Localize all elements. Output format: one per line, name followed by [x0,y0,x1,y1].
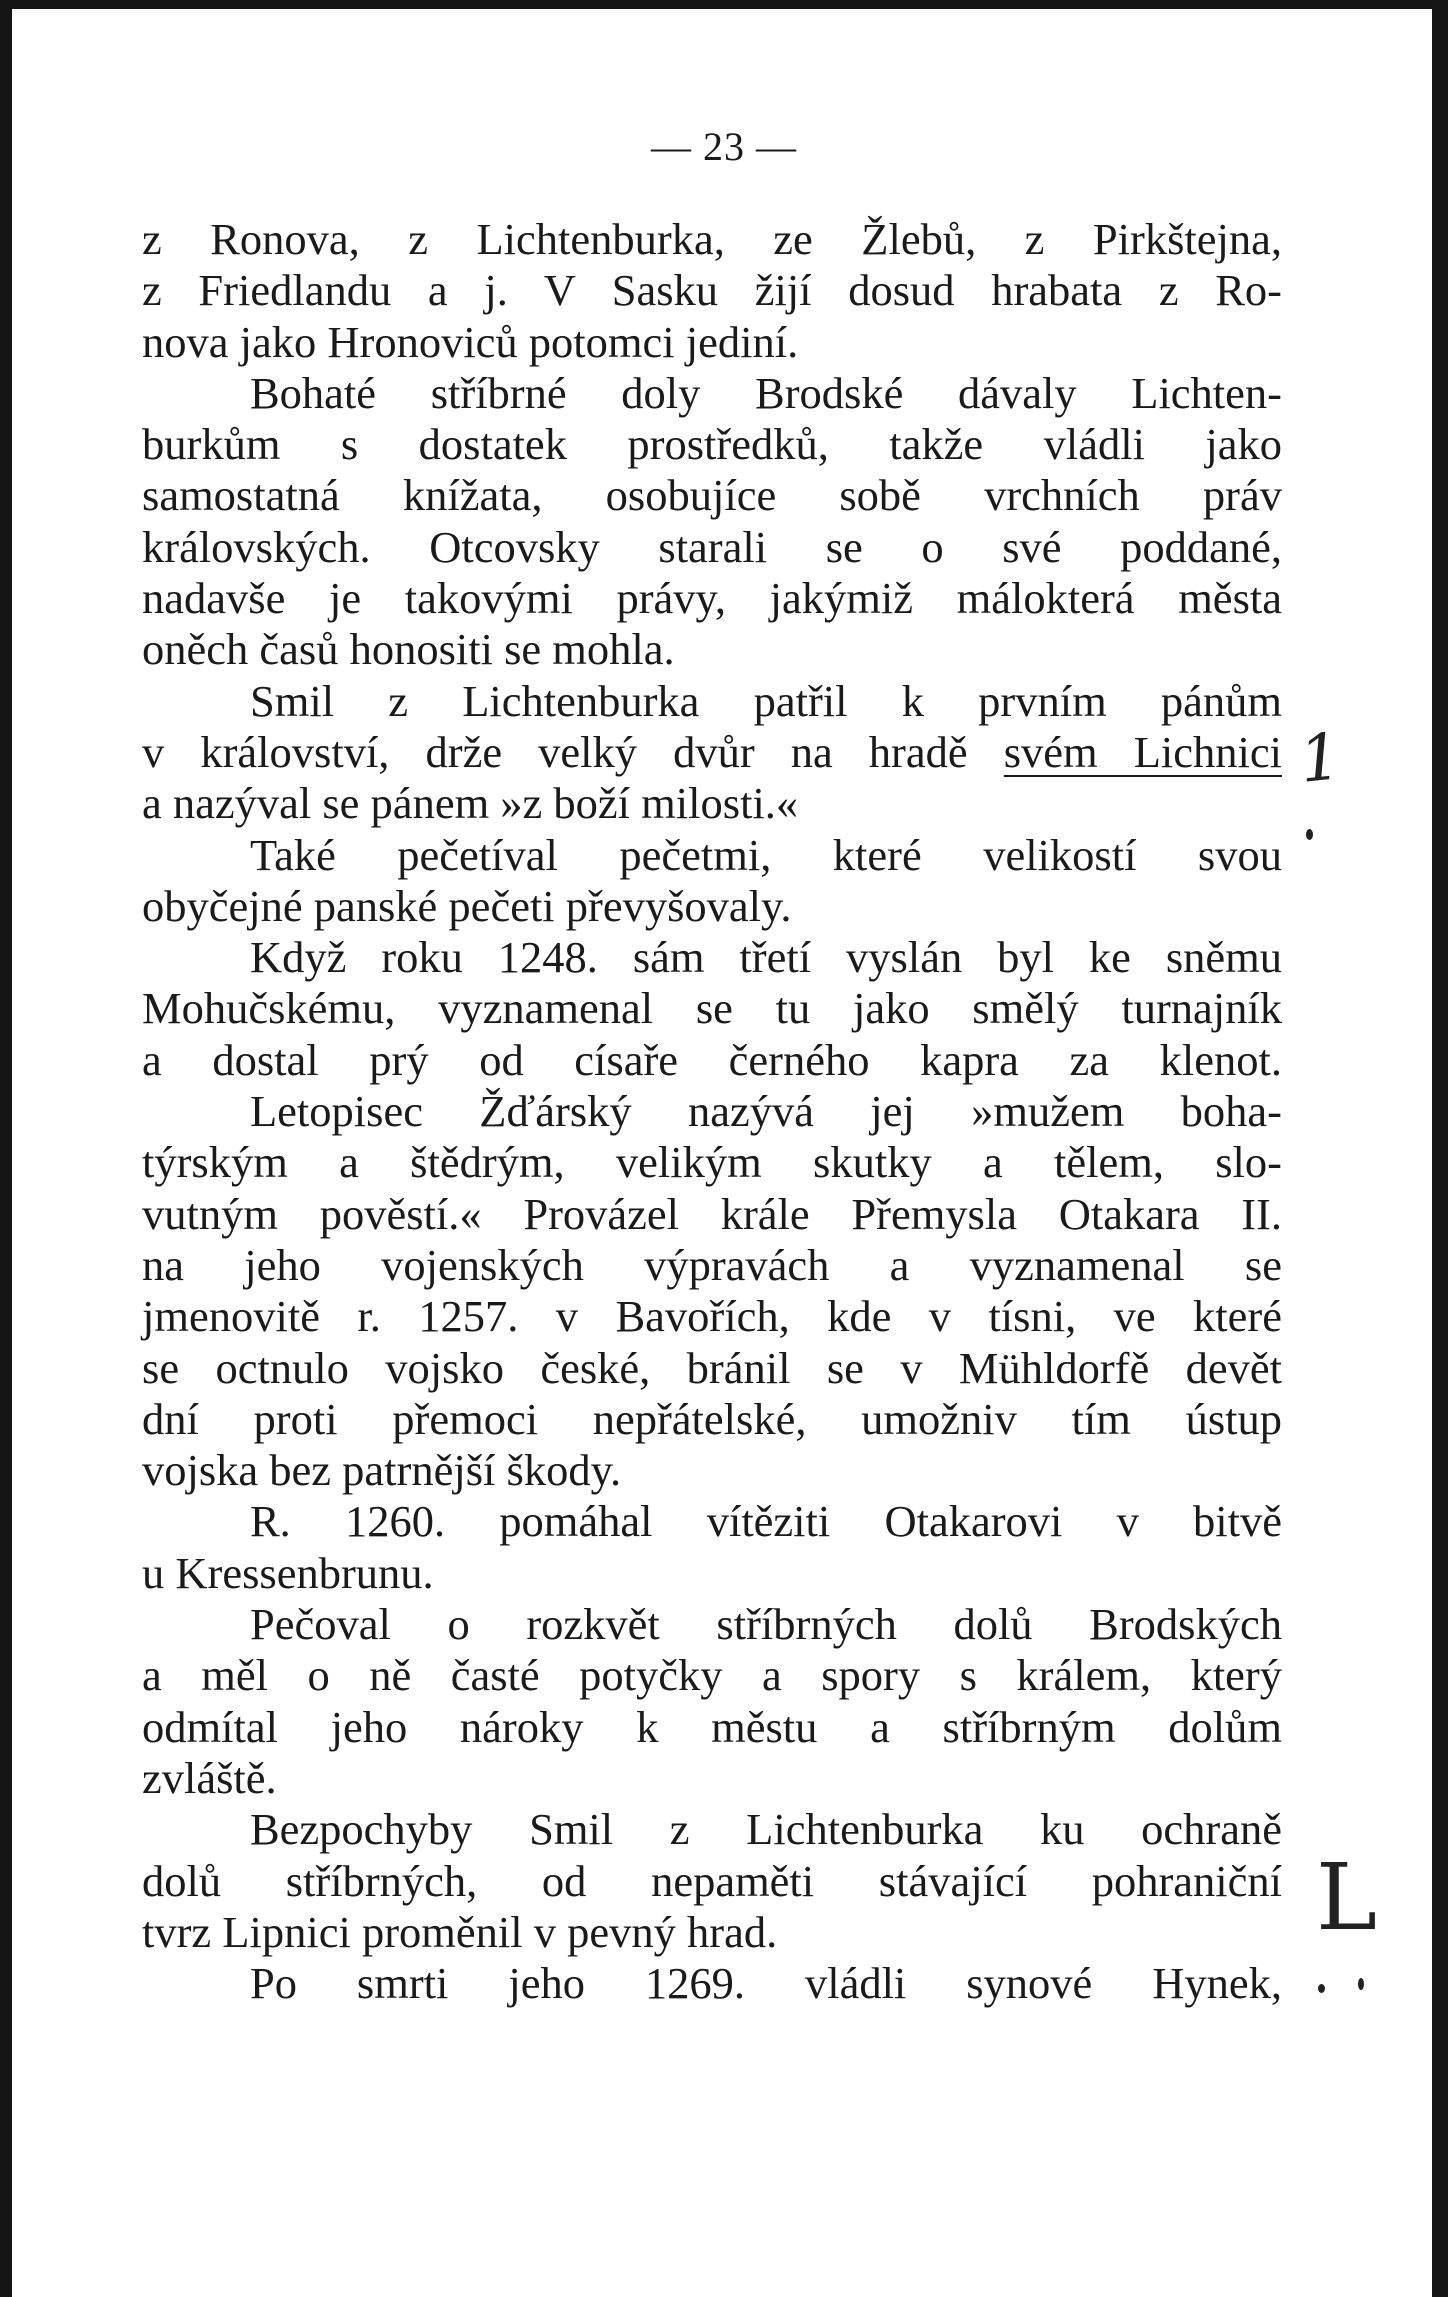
text-line: Smil z Lichtenburka patřil k prvním pánům [250,675,1282,726]
text-line: Pečoval o rozkvět stříbrných dolů Brodských [250,1599,1282,1650]
left-border [0,0,12,2297]
text-line: vojska bez patrnější škody. [142,1445,622,1496]
ink-speck [1306,829,1313,840]
page-number: — 23 — [651,124,797,169]
text-line: královských. Otcovsky starali se o své poddané, [142,521,1282,572]
body-text [142,214,1282,2009]
text-line: zvláště. [142,1752,277,1803]
text-line: Letopisec Žďárský nazývá jej »mužem boha- [250,1086,1282,1137]
right-border [1432,0,1448,2297]
text-line: odmítal jeho nároky k městu a stříbrným dolům [142,1701,1282,1752]
text-line: nova jako Hronoviců potomci jediní. [142,316,799,367]
text-line: týrským a štědrým, velikým skutky a tělem, slo- [142,1137,1282,1188]
text-line: v království, drže velký dvůr na hradě svém Lichnici [142,726,1282,777]
text-line: Když roku 1248. sám třetí vyslán byl ke sněmu [250,932,1282,983]
text-line: nadavše je takovými právy, jakýmiž málokterá města [142,573,1282,624]
text-line: na jeho vojenských výpravách a vyznamenal se [142,1239,1282,1290]
text-line: z Friedlandu a j. V Sasku žijí dosud hrabata z Ro- [142,265,1282,316]
text-line: burkům s dostatek prostředků, takže vládli jako [142,419,1282,470]
text-line: a měl o ně časté potyčky a spory s králem, který [142,1650,1282,1701]
underlined-phrase: svém Lichnici [1003,726,1282,777]
text-line: samostatná knížata, osobujíce sobě vrchních práv [142,470,1282,521]
text-line: jmenovitě r. 1257. v Bavořích, kde v tísni, ve které [142,1291,1282,1342]
text-line: Po smrti jeho 1269. vládli synové Hynek, [250,1958,1282,2009]
ink-speck [1318,1984,1325,1993]
text-line: vutným pověstí.« Provázel krále Přemysla Otakara II. [142,1188,1282,1239]
text-line: dolů stříbrných, od nepaměti stávající pohraniční [142,1855,1282,1906]
text-line: z Ronova, z Lichtenburka, ze Žlebů, z Pirkštejna, [142,214,1282,264]
text-line: Také pečetíval pečetmi, které velikostí svou [250,829,1282,880]
text-line: oněch časů honositi se mohla. [142,624,675,675]
text-line: tvrz Lipnici proměnil v pevný hrad. [142,1906,778,1957]
top-border [0,0,1448,9]
text-line: obyčejné panské pečeti převyšovaly. [142,880,792,931]
handwritten-margin-note: L [1316,1844,1378,1951]
handwritten-margin-note: 1 [1296,720,1345,798]
text-line: u Kressenbrunu. [142,1547,434,1598]
text-line: dní proti přemoci nepřátelské, umožniv tím ústup [142,1393,1282,1444]
text-line: Bezpochyby Smil z Lichtenburka ku ochraně [250,1804,1282,1855]
text-line: Mohučskému, vyznamenal se tu jako smělý turnajník [142,983,1282,1034]
text-line: R. 1260. pomáhal vítěziti Otakarovi v bitvě [250,1496,1282,1547]
text-line: a dostal prý od císaře černého kapra za klenot. [142,1034,1282,1085]
text-line: se octnulo vojsko české, bránil se v Mühldorfě devět [142,1342,1282,1393]
text-line: a nazýval se pánem »z boží milosti.« [142,778,799,829]
text-line: Bohaté stříbrné doly Brodské dávaly Lichten- [250,367,1282,418]
ink-speck [1358,1978,1364,1990]
